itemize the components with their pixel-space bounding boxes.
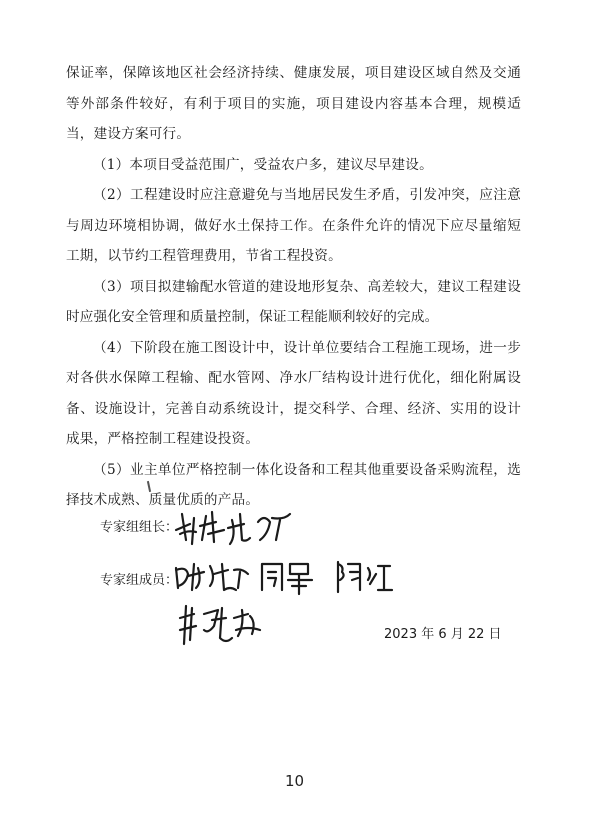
paragraph-item-5: （5）业主单位严格控制一体化设备和工程其他重要设备采购流程，选择技术成熟、质量优质的产品。 — [66, 461, 521, 508]
member-signature-3 — [334, 556, 394, 598]
member-signature-1 — [172, 556, 252, 596]
paragraph-item-4: （4）下阶段在施工图设计中，设计单位要结合工程施工现场，进一步对各供水保障工程输、配水管网、净水厂结构设计进行优化，细化附属设备、设施设计，完善自动系统设计，提交科学、合理、经济、实用的设计成果，严格控制工程建设投资。 — [66, 339, 521, 447]
body-text — [66, 58, 521, 516]
leader-label: 专家组组长： — [100, 520, 179, 535]
paragraph-item-1: （1）本项目受益范围广，受益农户多，建议尽早建设。 — [93, 156, 433, 173]
member-signature-4 — [178, 600, 264, 650]
paragraph-item-2: （2）工程建设时应注意避免与当地居民发生矛盾，引发冲突，应注意与周边环境相协调，做好水土保持工作。在条件允许的情况下应尽量缩短工期，以节约工程管理费用，节省工程投资。 — [66, 187, 521, 264]
paragraph-item-3: （3）项目拟建输配水管道的建设地形复杂、高差较大，建议工程建设时应强化安全管理和质量控制，保证工程能顺利较好的完成。 — [66, 278, 521, 325]
leader-signature — [172, 500, 297, 550]
members-label: 专家组成员： — [100, 573, 179, 588]
paragraph-intro: 保证率，保障该地区社会经济持续、健康发展，项目建设区域自然及交通等外部条件较好，有利于项目的实施，项目建设内容基本合理，规模适当，建设方案可行。 — [66, 65, 521, 142]
member-signature-2 — [258, 556, 316, 596]
signing-date: 2023 年 6 月 22 日 — [384, 627, 502, 642]
page-number: 10 — [284, 772, 305, 790]
